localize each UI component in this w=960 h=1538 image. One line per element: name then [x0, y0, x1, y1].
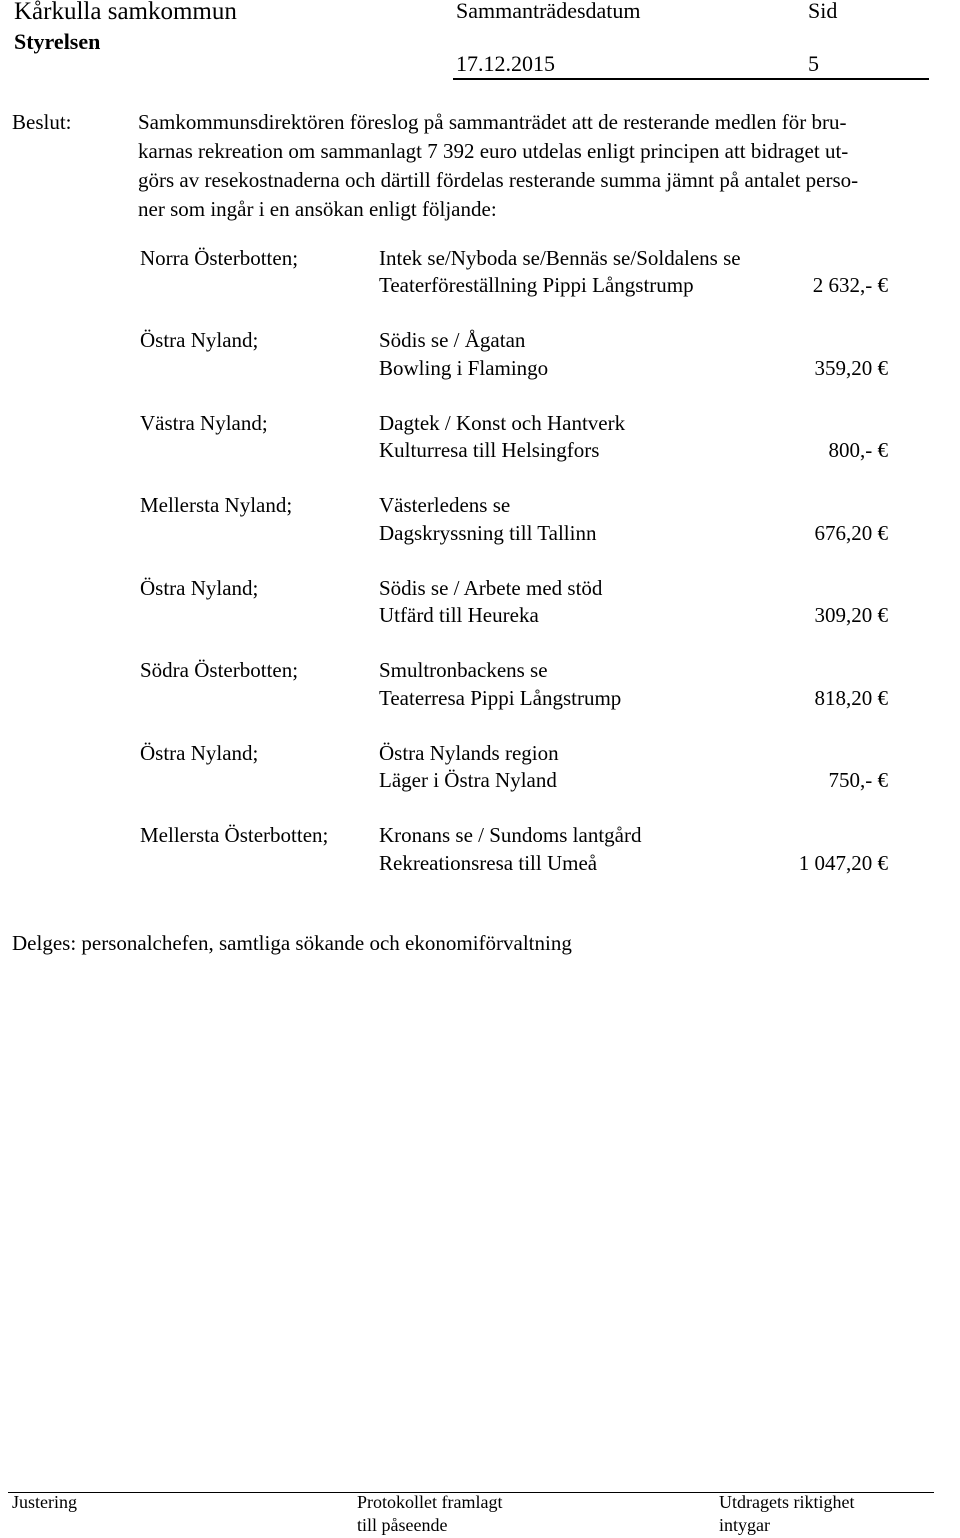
meeting-date-label: Sammanträdesdatum — [456, 0, 641, 23]
allocation-amount: 750,- € — [828, 768, 888, 792]
allocation-amount: 2 632,- € — [812, 273, 888, 297]
allocation-activity: Utfärd till Heureka — [379, 603, 539, 627]
allocation-amount: 676,20 € — [814, 521, 888, 545]
allocation-amount: 818,20 € — [814, 686, 888, 710]
allocation-activity: Teaterföreställning Pippi Långstrump — [379, 273, 694, 297]
intro-line: ner som ingår i en ansökan enligt följande: — [138, 197, 497, 221]
distribution-note: Delges: personalchefen, samtliga sökande och ekonomiförvaltning — [12, 931, 572, 955]
allocation-region: Östra Nyland; — [140, 328, 259, 352]
intro-line: görs av resekostnaderna och därtill fördelas resterande summa jämnt på antalet perso- — [138, 168, 859, 192]
allocation-organization: Södis se / Arbete med stöd — [379, 576, 603, 600]
allocation-organization: Västerledens se — [379, 493, 511, 517]
footer-protocol-label: Protokollet framlagt — [357, 1492, 503, 1512]
allocation-region: Norra Österbotten; — [140, 246, 299, 270]
allocation-organization: Södis se / Ågatan — [379, 328, 526, 352]
allocation-amount: 1 047,20 € — [798, 851, 888, 875]
meeting-date: 17.12.2015 — [456, 51, 555, 76]
allocation-organization: Östra Nylands region — [379, 741, 559, 765]
allocation-region: Södra Österbotten; — [140, 658, 299, 682]
intro-line: karnas rekreation om sammanlagt 7 392 euro utdelas enligt principen att bidraget ut- — [138, 139, 849, 163]
page-label: Sid — [808, 0, 838, 23]
footer-justering: Justering — [12, 1492, 77, 1512]
allocation-activity: Dagskryssning till Tallinn — [379, 521, 597, 545]
organization-name: Kårkulla samkommun — [14, 0, 237, 25]
allocation-organization: Smultronbackens se — [379, 658, 548, 682]
footer-certify-label-cont: intygar — [719, 1515, 770, 1535]
allocation-region: Östra Nyland; — [140, 741, 259, 765]
footer-protocol-label-cont: till påseende — [357, 1515, 448, 1535]
board-name: Styrelsen — [14, 29, 101, 54]
intro-line: Samkommunsdirektören föreslog på sammanträdet att de resterande medlen för bru- — [138, 110, 847, 134]
decision-intro — [138, 108, 928, 224]
allocation-activity: Rekreationsresa till Umeå — [379, 851, 598, 875]
decision-label: Beslut: — [12, 110, 72, 134]
allocation-amount: 800,- € — [828, 438, 888, 462]
allocation-amount: 359,20 € — [814, 356, 888, 380]
allocation-region: Västra Nyland; — [140, 411, 268, 435]
allocation-region: Östra Nyland; — [140, 576, 259, 600]
footer-certify-label: Utdragets riktighet — [719, 1492, 855, 1512]
allocation-activity: Teaterresa Pippi Långstrump — [379, 686, 622, 710]
page-number: 5 — [808, 51, 819, 76]
allocation-organization: Dagtek / Konst och Hantverk — [379, 411, 626, 435]
allocation-organization: Kronans se / Sundoms lantgård — [379, 823, 642, 847]
header-divider — [453, 78, 929, 80]
allocation-activity: Läger i Östra Nyland — [379, 768, 557, 792]
allocation-activity: Bowling i Flamingo — [379, 356, 549, 380]
allocation-region: Mellersta Österbotten; — [140, 823, 329, 847]
allocation-activity: Kulturresa till Helsingfors — [379, 438, 600, 462]
allocation-region: Mellersta Nyland; — [140, 493, 293, 517]
allocation-organization: Intek se/Nyboda se/Bennäs se/Soldalens se — [379, 246, 741, 270]
allocation-amount: 309,20 € — [814, 603, 888, 627]
